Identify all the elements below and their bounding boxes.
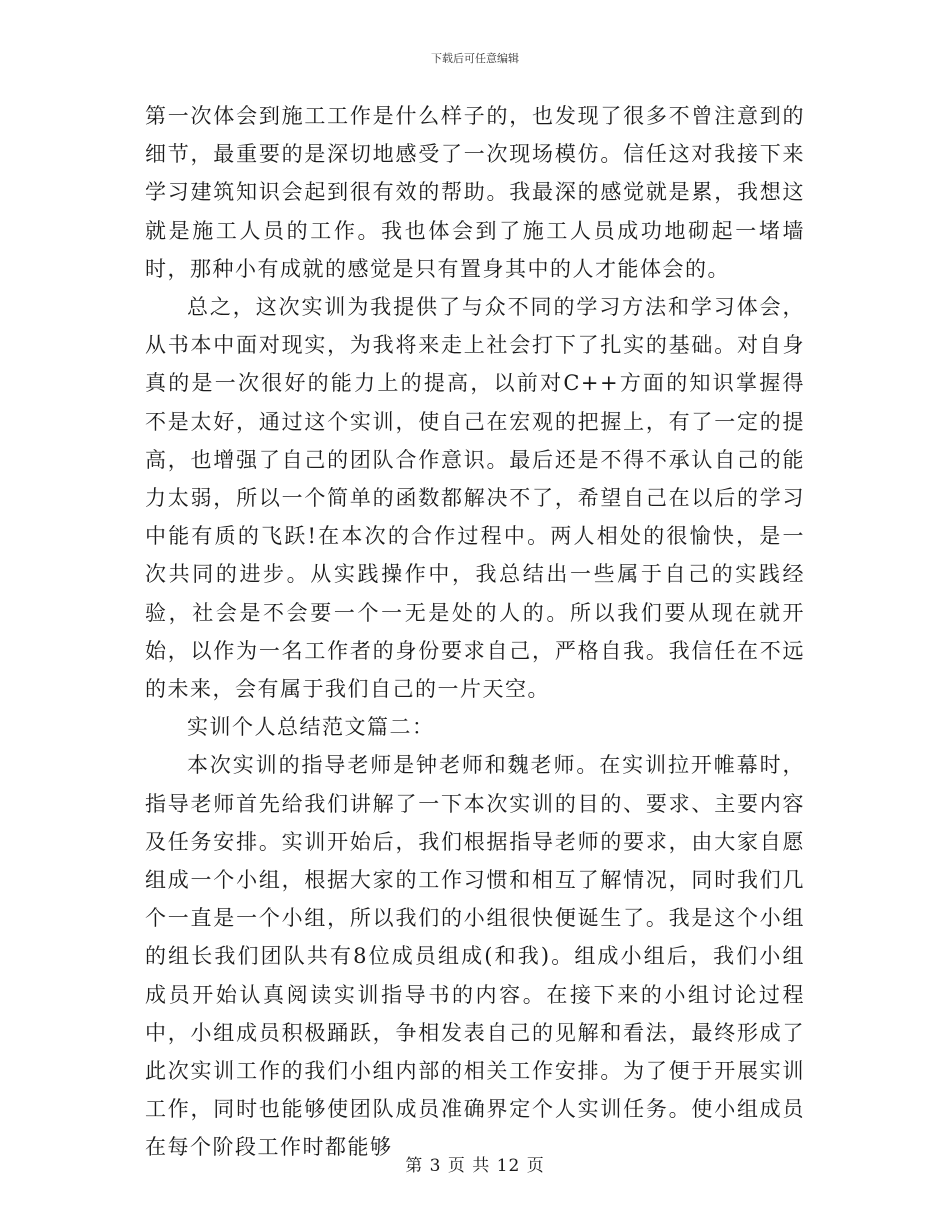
page-header: 下载后可任意编辑: [431, 52, 519, 65]
paragraph-3: 本次实训的指导老师是钟老师和魏老师。在实训拉开帷幕时，指导老师首先给我们讲解了一下本次实训的目的、要求、主要内容及任务安排。实训开始后，我们根据指导老师的要求，由大家自愿组成一个小组，根据大家的工作习惯和相互了解情况，同时我们几个一直是一个小组，所以我们的小组很快便诞生了。我是这个小组的组长我们团队共有8位成员组成(和我)。组成小组后，我们小组成员开始认真阅读实训指导书的内容。在接下来的小组讨论过程中，小组成员积极踊跃，争相发表自己的见解和看法，最终形成了此次实训工作的我们小组内部的相关工作安排。为了便于开展实训工作，同时也能够使团队成员准确界定个人实训任务。使小组成员在每个阶段工作时都能够: [145, 753, 805, 1160]
section-heading: 实训个人总结范文篇二：: [187, 715, 435, 740]
document-body: [145, 97, 805, 1167]
paragraph-2: 总之，这次实训为我提供了与众不同的学习方法和学习体会，从书本中面对现实，为我将来走上社会打下了扎实的基础。对自身真的是一次很好的能力上的提高，以前对C++方面的知识掌握得不是太好，通过这个实训，使自己在宏观的把握上，有了一定的提高，也增强了自己的团队合作意识。最后还是不得不承认自己的能力太弱，所以一个简单的函数都解决不了，希望自己在以后的学习中能有质的飞跃!在本次的合作过程中。两人相处的很愉快，是一次共同的进步。从实践操作中，我总结出一些属于自己的实践经验，社会是不会要一个一无是处的人的。所以我们要从现在就开始，以作为一名工作者的身份要求自己，严格自我。我信任在不远的未来，会有属于我们自己的一片天空。: [145, 295, 805, 702]
paragraph-1: 第一次体会到施工工作是什么样子的，也发现了很多不曾注意到的细节，最重要的是深切地感受了一次现场模仿。信任这对我接下来学习建筑知识会起到很有效的帮助。我最深的感觉就是累，我想这就是施工人员的工作。我也体会到了施工人员成功地砌起一堵墙时，那种小有成就的感觉是只有置身其中的人才能体会的。: [145, 104, 805, 281]
page-number: 第 3 页 共 12 页: [405, 1156, 545, 1176]
